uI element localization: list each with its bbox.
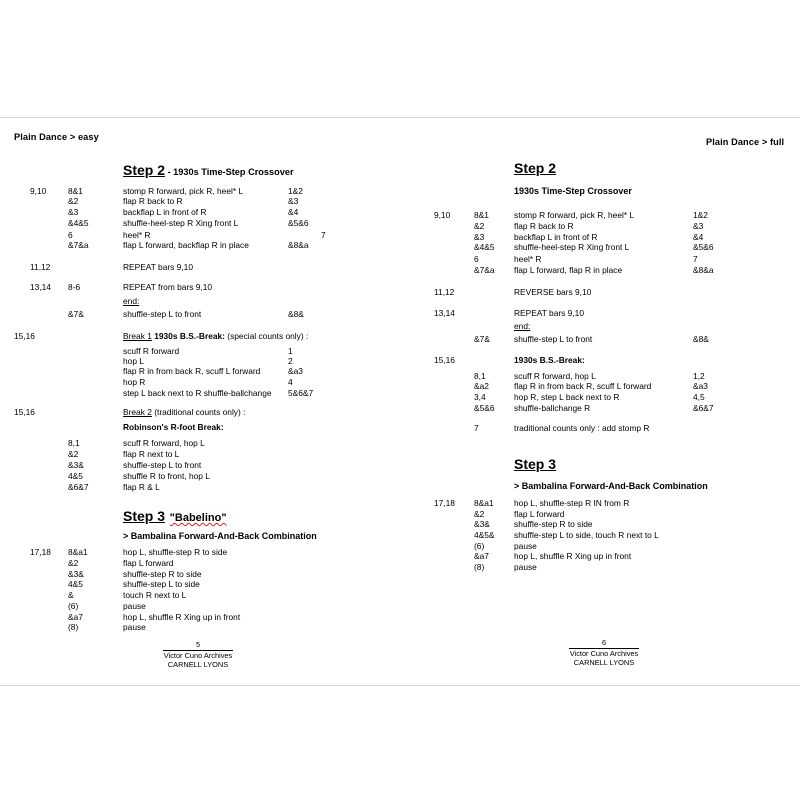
left-ct: &8& (288, 309, 304, 319)
left-move: flap R back to R (123, 196, 183, 206)
left-move: backflap L in front of R (123, 207, 207, 217)
left-count: &7& (68, 309, 84, 319)
right-ct: &8& (693, 334, 709, 344)
left-count: &3 (68, 207, 79, 217)
right-count: &4&5 (474, 242, 495, 252)
right-count: &7&a (474, 265, 495, 275)
document-sheet (0, 117, 800, 686)
right-step3-heading (514, 456, 556, 475)
left-step2-label: Step 2 (123, 162, 166, 178)
left-count: 8&1 (68, 186, 83, 196)
left-ct: &5&6 (288, 218, 309, 228)
right-ct: 7 (693, 254, 698, 264)
right-step3-move: flap L forward (514, 509, 565, 519)
right-step3-count: &a7 (474, 551, 489, 561)
left-break2-count: &2 (68, 449, 79, 459)
left-break1-ct: 2 (288, 356, 293, 366)
right-bar: 9,10 (434, 210, 451, 220)
left-break1-ct: &a3 (288, 366, 303, 376)
left-step3-count: 8&a1 (68, 547, 88, 557)
left-break1-move: scuff R forward (123, 346, 180, 356)
left-step3-move: hop L, shuffle R Xing up in front (123, 612, 241, 622)
left-break2-move: scuff R forward, hop L (123, 438, 205, 448)
left-step3-subtitle: > Bambalina Forward-And-Back Combination (123, 531, 317, 541)
right-end-label: end: (514, 321, 531, 331)
right-break-count: 3,4 (474, 392, 486, 402)
right-break-ct: 4,5 (693, 392, 705, 402)
right-break-count: &5&6 (474, 403, 495, 413)
right-move: stomp R forward, pick R, heel* L (514, 210, 635, 220)
right-page-header: Plain Dance > full (706, 137, 785, 147)
right-move: flap L forward, flap R in place (514, 265, 623, 275)
right-step3-bar: 17,18 (434, 498, 455, 508)
right-move: heel* R (514, 254, 542, 264)
left-break2-count: 4&5 (68, 471, 83, 481)
right-step3-move: shuffle-step L to side, touch R next to L (514, 530, 659, 540)
left-ct: &3 (288, 196, 299, 206)
right-page-number: 6 (534, 638, 674, 649)
right-count: 8&1 (474, 210, 489, 220)
left-break2-count: &6&7 (68, 482, 89, 492)
left-move: flap L forward, backflap R in place (123, 240, 249, 250)
left-footer-name: CARNELL LYONS (167, 660, 229, 669)
right-break-bar: 15,16 (434, 355, 455, 365)
left-break2-move: shuffle-step L to front (123, 460, 202, 470)
left-break1-heading (123, 331, 308, 341)
left-move: REPEAT from bars 9,10 (123, 282, 213, 292)
left-bar: 11,12 (30, 262, 51, 272)
left-step3-move: hop L, shuffle-step R to side (123, 547, 228, 557)
left-break1-move: flap R in from back R, scuff L forward (123, 366, 261, 376)
right-step3-move: hop L, shuffle-step R IN from R (514, 498, 630, 508)
left-step3-label: Step 3 (123, 508, 166, 524)
left-break2-move: flap R next to L (123, 449, 180, 459)
right-ct: &8&a (693, 265, 714, 275)
left-step3-count: 4&5 (68, 579, 83, 589)
left-ct: 7 (321, 230, 326, 240)
left-break1-ct: 4 (288, 377, 293, 387)
left-break1-move: hop L (123, 356, 144, 366)
left-step3-move: shuffle-step R to side (123, 569, 202, 579)
right-break-move: scuff R forward, hop L (514, 371, 596, 381)
left-step3-heading (123, 508, 227, 527)
left-break2-heading (123, 407, 245, 417)
left-break1-ct: 1 (288, 346, 293, 356)
right-break-count: 8,1 (474, 371, 486, 381)
right-move: shuffle-step L to front (514, 334, 593, 344)
left-break2-note: (traditional counts only) : (151, 407, 246, 417)
right-ct: 1&2 (693, 210, 708, 220)
left-ct: &8&a (288, 240, 309, 250)
left-end-label: end: (123, 296, 140, 306)
right-move: flap R back to R (514, 221, 574, 231)
right-break-note-count: 7 (474, 423, 479, 433)
right-count: &7& (474, 334, 490, 344)
right-step2-label: Step 2 (514, 160, 557, 176)
right-break-title: 1930s B.S.-Break: (514, 355, 585, 365)
left-bar: 9,10 (30, 186, 47, 196)
left-page-header: Plain Dance > easy (14, 132, 99, 142)
left-move: shuffle-step L to front (123, 309, 202, 319)
left-step3-count: &2 (68, 558, 79, 568)
right-step3-count: (6) (474, 541, 485, 551)
left-footer-archive: Victor Cuno Archives (163, 650, 233, 660)
left-page-number: 5 (128, 640, 268, 651)
left-count: 6 (68, 230, 73, 240)
right-break-count: &a2 (474, 381, 489, 391)
right-step3-count: &3& (474, 519, 490, 529)
left-step3-count: (8) (68, 622, 79, 632)
left-move: REPEAT bars 9,10 (123, 262, 193, 272)
right-bar: 11,12 (434, 287, 455, 297)
right-step3-count: (8) (474, 562, 485, 572)
left-count: &2 (68, 196, 79, 206)
right-count: &3 (474, 232, 485, 242)
left-break2-count: &3& (68, 460, 84, 470)
right-break-move: shuffle-ballchange R (514, 403, 591, 413)
left-break2-bar: 15,16 (14, 407, 35, 417)
left-count: &7&a (68, 240, 89, 250)
left-step3-count: &3& (68, 569, 84, 579)
left-move: stomp R forward, pick R, heel* L (123, 186, 244, 196)
left-page-footer (128, 640, 268, 670)
left-step2-subtitle: - 1930s Time-Step Crossover (165, 167, 294, 177)
left-break2-move: flap R & L (123, 482, 160, 492)
right-step3-subtitle: > Bambalina Forward-And-Back Combination (514, 481, 708, 491)
right-step3-move: shuffle-step R to side (514, 519, 593, 529)
left-count: 8-6 (68, 282, 81, 292)
right-step3-count: 4&5& (474, 530, 495, 540)
right-ct: &3 (693, 221, 704, 231)
right-step2-title: 1930s Time-Step Crossover (514, 186, 632, 196)
right-ct: &5&6 (693, 242, 714, 252)
right-break-move: flap R in from back R, scuff L forward (514, 381, 652, 391)
right-step3-move: pause (514, 562, 537, 572)
left-step3-move: touch R next to L (123, 590, 187, 600)
right-step3-move: pause (514, 541, 537, 551)
left-step3-bar: 17,18 (30, 547, 51, 557)
right-move: REPEAT bars 9,10 (514, 308, 584, 318)
left-move: heel* R (123, 230, 151, 240)
left-step3-move: shuffle-step L to side (123, 579, 200, 589)
left-step3-move: flap L forward (123, 558, 174, 568)
left-step3-move: pause (123, 622, 146, 632)
right-break-ct: &a3 (693, 381, 708, 391)
right-break-ct: &6&7 (693, 403, 714, 413)
left-break1-note: (special counts only) : (224, 331, 309, 341)
right-step3-label: Step 3 (514, 456, 557, 472)
left-step3-name: "Babelino" (169, 512, 227, 524)
right-move: shuffle-heel-step R Xing front L (514, 242, 630, 252)
left-break2-label: Break 2 (123, 407, 152, 417)
left-step3-count: (6) (68, 601, 79, 611)
left-step3-count: &a7 (68, 612, 83, 622)
right-count: 6 (474, 254, 479, 264)
left-break1-title: 1930s B.S.-Break: (151, 331, 225, 341)
right-page-footer (534, 638, 674, 668)
left-break1-move: hop R (123, 377, 146, 387)
left-break2-count: 8,1 (68, 438, 80, 448)
right-step3-count: &2 (474, 509, 485, 519)
left-ct: &4 (288, 207, 299, 217)
left-break2-title: Robinson's R-foot Break: (123, 422, 224, 432)
left-count: &4&5 (68, 218, 89, 228)
left-break1-ct: 5&6&7 (288, 388, 314, 398)
right-step2-heading (514, 160, 556, 179)
left-move: shuffle-heel-step R Xing front L (123, 218, 239, 228)
right-footer-archive: Victor Cuno Archives (569, 648, 639, 658)
left-step3-move: pause (123, 601, 146, 611)
left-ct: 1&2 (288, 186, 303, 196)
right-bar: 13,14 (434, 308, 455, 318)
left-break1-bar: 15,16 (14, 331, 35, 341)
right-step3-count: 8&a1 (474, 498, 494, 508)
right-ct: &4 (693, 232, 704, 242)
left-break1-move: step L back next to R shuffle-ballchange (123, 388, 272, 398)
right-count: &2 (474, 221, 485, 231)
right-footer-name: CARNELL LYONS (573, 658, 635, 667)
left-break1-label: Break 1 (123, 331, 152, 341)
left-bar: 13,14 (30, 282, 51, 292)
right-step3-move: hop L, shuffle R Xing up in front (514, 551, 632, 561)
right-move: backflap L in front of R (514, 232, 598, 242)
left-break2-move: shuffle R to front, hop L (123, 471, 210, 481)
right-move: REVERSE bars 9,10 (514, 287, 592, 297)
left-step3-count: & (68, 590, 74, 600)
right-break-ct: 1,2 (693, 371, 705, 381)
left-step2-heading (123, 162, 294, 181)
right-break-move: hop R, step L back next to R (514, 392, 620, 402)
right-break-note: traditional counts only : add stomp R (514, 423, 650, 433)
